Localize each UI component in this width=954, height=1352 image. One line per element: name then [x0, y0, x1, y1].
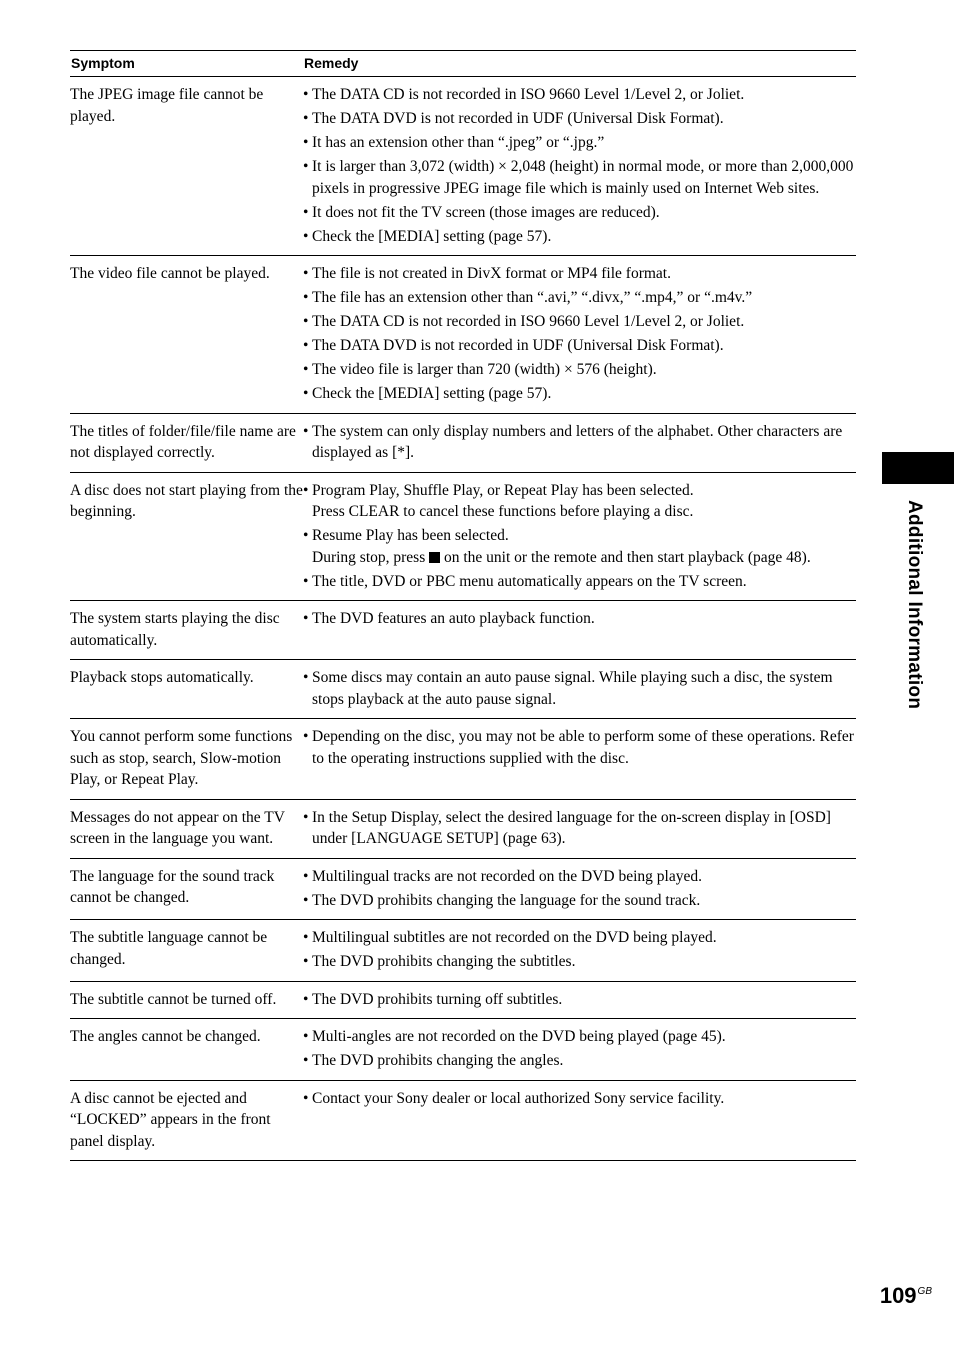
remedy-list	[303, 667, 856, 710]
remedy-cell	[303, 256, 856, 414]
remedy-header: Remedy	[303, 51, 856, 77]
bullet: •	[303, 289, 309, 306]
section-tab-marker	[882, 452, 954, 484]
bullet: •	[303, 891, 309, 909]
remedy-item	[303, 383, 856, 405]
symptom-cell: The system starts playing the disc automatically.	[70, 601, 303, 660]
remedy-text: Multi-angles are not recorded on the DVD being played (page 45).	[312, 1028, 726, 1045]
bullet: •	[303, 337, 309, 354]
remedy-text: Contact your Sony dealer or local authorized Sony service facility.	[312, 1089, 725, 1107]
remedy-text: Resume Play has been selected.	[312, 527, 509, 544]
remedy-item	[303, 335, 856, 357]
bullet: •	[303, 728, 309, 745]
table-row	[70, 601, 856, 660]
symptom-cell: A disc does not start playing from the beginning.	[70, 472, 303, 601]
bullet: •	[303, 134, 309, 151]
remedy-subtext-before: During stop, press	[312, 548, 426, 566]
remedy-item	[303, 1026, 856, 1048]
remedy-text: The DATA CD is not recorded in ISO 9660 Level 1/Level 2, or Joliet.	[312, 86, 745, 103]
remedy-cell	[303, 660, 856, 719]
remedy-text: The DATA CD is not recorded in ISO 9660 Level 1/Level 2, or Joliet.	[312, 313, 745, 330]
bullet: •	[303, 1028, 309, 1045]
remedy-text: The DVD features an auto playback function.	[312, 610, 595, 627]
remedy-list	[303, 480, 856, 593]
bullet: •	[303, 527, 309, 544]
remedy-item	[303, 311, 856, 333]
table-row	[70, 413, 856, 472]
remedy-cell	[303, 77, 856, 256]
remedy-item	[303, 927, 856, 949]
bullet: •	[303, 669, 309, 686]
remedy-list	[303, 927, 856, 973]
bullet: •	[303, 808, 309, 826]
remedy-text: Multilingual subtitles are not recorded on the DVD being played.	[312, 929, 717, 946]
remedy-text: Multilingual tracks are not recorded on the DVD being played.	[312, 867, 702, 885]
remedy-item	[303, 359, 856, 381]
remedy-item	[303, 951, 856, 973]
remedy-text: Program Play, Shuffle Play, or Repeat Play has been selected.	[312, 481, 694, 499]
remedy-item	[303, 807, 856, 850]
remedy-item	[303, 132, 856, 154]
remedy-text: Depending on the disc, you may not be able to perform some of these operations. Refer to the operating instructions supplied with the disc.	[312, 728, 854, 767]
bullet: •	[303, 313, 309, 330]
bullet: •	[303, 86, 309, 103]
remedy-cell	[303, 1080, 856, 1161]
remedy-list	[303, 1026, 856, 1072]
bullet: •	[303, 265, 309, 282]
remedy-item	[303, 226, 856, 248]
remedy-cell	[303, 472, 856, 601]
remedy-cell	[303, 858, 856, 920]
bullet: •	[303, 385, 309, 402]
remedy-list	[303, 807, 856, 850]
bullet: •	[303, 1089, 309, 1107]
table-row	[70, 981, 856, 1019]
remedy-item	[303, 480, 856, 523]
remedy-text: The DVD prohibits turning off subtitles.	[312, 990, 563, 1008]
remedy-text: The DATA DVD is not recorded in UDF (Universal Disk Format).	[312, 110, 724, 127]
bullet: •	[303, 610, 309, 627]
remedy-item	[303, 202, 856, 224]
remedy-list	[303, 726, 856, 769]
symptom-cell: Messages do not appear on the TV screen in the language you want.	[70, 799, 303, 858]
bullet: •	[303, 422, 309, 440]
table-row	[70, 858, 856, 920]
bullet: •	[303, 110, 309, 127]
remedy-subtext-after: on the unit or the remote and then start playback (page 48).	[443, 548, 811, 566]
symptom-header: Symptom	[70, 51, 303, 77]
remedy-item	[303, 1088, 856, 1110]
remedy-cell	[303, 920, 856, 982]
remedy-list	[303, 421, 856, 464]
symptom-cell: Playback stops automatically.	[70, 660, 303, 719]
remedy-cell	[303, 413, 856, 472]
table-row	[70, 77, 856, 256]
table-row	[70, 660, 856, 719]
bullet: •	[303, 481, 309, 499]
remedy-text: The DVD prohibits changing the angles.	[312, 1052, 564, 1069]
section-tab-label: Additional Information	[904, 500, 925, 710]
bullet: •	[303, 953, 309, 970]
remedy-item	[303, 608, 856, 630]
symptom-cell: You cannot perform some functions such as stop, search, Slow-motion Play, or Repeat Play.	[70, 719, 303, 800]
remedy-subtext	[312, 547, 856, 569]
remedy-text: Check the [MEDIA] setting (page 57).	[312, 227, 552, 245]
remedy-cell	[303, 799, 856, 858]
table-body	[70, 77, 856, 1161]
symptom-cell: The JPEG image file cannot be played.	[70, 86, 264, 125]
table-row	[70, 472, 856, 601]
remedy-text: It has an extension other than “.jpeg” or “.jpg.”	[312, 134, 605, 151]
table-row	[70, 1019, 856, 1081]
remedy-item	[303, 525, 856, 568]
stop-icon	[429, 552, 440, 563]
table-row	[70, 799, 856, 858]
remedy-item	[303, 421, 856, 464]
remedy-item	[303, 156, 856, 199]
remedy-item	[303, 667, 856, 710]
remedy-text: The video file is larger than 720 (width) × 576 (height).	[312, 361, 657, 378]
remedy-item	[303, 890, 856, 912]
remedy-item	[303, 1050, 856, 1072]
symptom-cell: The subtitle cannot be turned off.	[70, 981, 303, 1019]
symptom-cell: The titles of folder/file/file name are not displayed correctly.	[70, 413, 303, 472]
remedy-cell	[303, 719, 856, 800]
bullet: •	[303, 867, 309, 885]
symptom-cell: A disc cannot be ejected and “LOCKED” appears in the front panel display.	[70, 1080, 303, 1161]
bullet: •	[303, 361, 309, 378]
page-number-value: 109	[879, 1283, 917, 1308]
remedy-list	[303, 84, 856, 247]
symptom-cell: The video file cannot be played.	[70, 256, 303, 414]
bullet: •	[303, 158, 309, 175]
page-number-suffix: GB	[917, 1286, 932, 1297]
troubleshooting-table	[70, 50, 856, 1161]
symptom-cell: The subtitle language cannot be changed.	[70, 920, 303, 982]
remedy-text: The DATA DVD is not recorded in UDF (Universal Disk Format).	[312, 337, 724, 354]
bullet: •	[303, 990, 309, 1008]
remedy-cell	[303, 981, 856, 1019]
remedy-cell	[303, 601, 856, 660]
remedy-list	[303, 866, 856, 912]
remedy-text: The title, DVD or PBC menu automatically appears on the TV screen.	[312, 572, 747, 590]
remedy-list	[303, 1088, 856, 1110]
table-row	[70, 719, 856, 800]
table-row	[70, 920, 856, 982]
remedy-item	[303, 263, 856, 285]
remedy-list	[303, 989, 856, 1011]
table-row	[70, 1080, 856, 1161]
remedy-item	[303, 287, 856, 309]
remedy-item	[303, 989, 856, 1011]
table-row	[70, 256, 856, 414]
remedy-text: It does not fit the TV screen (those images are reduced).	[312, 203, 660, 221]
remedy-text: The DVD prohibits changing the subtitles.	[312, 953, 576, 970]
remedy-text: The file has an extension other than “.avi,” “.divx,” “.mp4,” or “.m4v.”	[312, 289, 753, 306]
remedy-item	[303, 108, 856, 130]
symptom-cell: The language for the sound track cannot be changed.	[70, 858, 303, 920]
remedy-text: The file is not created in DivX format or MP4 file format.	[312, 265, 671, 282]
bullet: •	[303, 203, 309, 221]
remedy-text: In the Setup Display, select the desired language for the on-screen display in [OSD] under [LANGUAGE SETUP] (page 63).	[312, 808, 831, 847]
remedy-cell	[303, 1019, 856, 1081]
remedy-list	[303, 263, 856, 405]
page-number	[880, 1283, 932, 1309]
remedy-text: It is larger than 3,072 (width) × 2,048 (height) in normal mode, or more than 2,000,000 pixels in progressive JPEG image file which is mainly used on Internet Web sites.	[312, 158, 854, 197]
bullet: •	[303, 929, 309, 946]
remedy-item	[303, 866, 856, 888]
remedy-text: Some discs may contain an auto pause signal. While playing such a disc, the system stops playback at the auto pause signal.	[312, 669, 833, 708]
remedy-text: Check the [MEDIA] setting (page 57).	[312, 385, 552, 402]
bullet: •	[303, 227, 309, 245]
table-header-row	[70, 51, 856, 77]
remedy-text: The system can only display numbers and letters of the alphabet. Other characters are displayed as [*].	[312, 422, 843, 461]
bullet: •	[303, 1052, 309, 1069]
remedy-text: The DVD prohibits changing the language for the sound track.	[312, 891, 701, 909]
bullet: •	[303, 572, 309, 590]
remedy-subtext: Press CLEAR to cancel these functions before playing a disc.	[312, 503, 694, 520]
remedy-item	[303, 84, 856, 106]
remedy-list	[303, 608, 856, 630]
remedy-item	[303, 726, 856, 769]
remedy-item	[303, 571, 856, 593]
symptom-cell: The angles cannot be changed.	[70, 1019, 303, 1081]
